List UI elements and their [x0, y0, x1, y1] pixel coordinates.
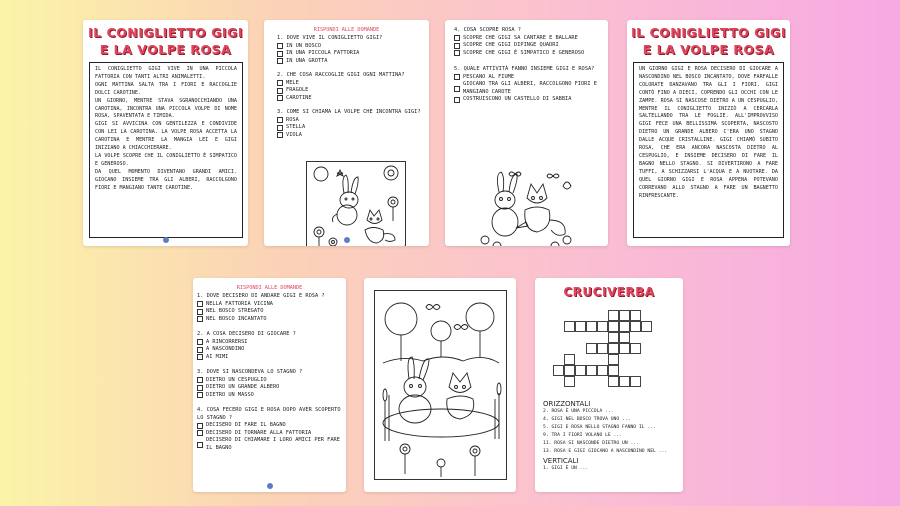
- crossword-cell[interactable]: [575, 321, 586, 332]
- checkbox-icon[interactable]: [197, 442, 203, 448]
- answer-label: IN UNA GROTTA: [286, 57, 328, 64]
- checkbox-icon[interactable]: [197, 309, 203, 315]
- checkbox-icon[interactable]: [197, 377, 203, 383]
- story-paragraph: DA QUEL MOMENTO DIVENTANO GRANDI AMICI. GIOCANO INSIEME TRA GLI ALBERI, RACCOLGONO FIORI E MANGIANO TANTE CAROTINE.: [95, 168, 237, 191]
- answer-option[interactable]: [197, 422, 344, 430]
- questions-list: [454, 27, 604, 104]
- answer-option[interactable]: [454, 81, 604, 96]
- story-title: IL CONIGLIETTO GIGI E LA VOLPE ROSA: [631, 25, 786, 57]
- question-text: 4. COSA FECERO GIGI E ROSA DOPO AVER SCOPERTO LO STAGNO ?: [197, 407, 341, 421]
- crossword-clue: 4. GIGI NEL BOSCO TROVA UNO ...: [543, 417, 631, 422]
- crossword-cell[interactable]: [608, 343, 619, 354]
- answer-option[interactable]: [277, 117, 425, 125]
- question: [197, 407, 344, 452]
- story-paragraph: LA VOLPE SCOPRE CHE IL CONIGLIETTO È SIMPATICO E GENEROSO.: [95, 152, 237, 167]
- checkbox-icon[interactable]: [197, 430, 203, 436]
- vertical-clues: [543, 465, 681, 473]
- crossword-cell[interactable]: [630, 310, 641, 321]
- footer-logo-icon: [267, 483, 273, 489]
- questions-heading: RISPONDI ALLE DOMANDE: [313, 27, 380, 33]
- bunny-fox-flowers-drawing: [307, 162, 405, 246]
- crossword-clue: 11. ROSA SI NASCONDE DIETRO UN ...: [543, 441, 639, 446]
- checkbox-icon[interactable]: [277, 117, 283, 123]
- checkbox-icon[interactable]: [277, 80, 283, 86]
- crossword-cell[interactable]: [619, 332, 630, 343]
- question: [197, 331, 344, 361]
- crossword-cell[interactable]: [564, 321, 575, 332]
- checkbox-icon[interactable]: [454, 86, 460, 92]
- answer-label: GIOCANO TRA GLI ALBERI, RACCOLGONO FIORI E MANGIANO CAROTE: [463, 81, 597, 95]
- answer-label: MELE: [286, 79, 299, 86]
- questions-page-1: [264, 20, 429, 246]
- checkbox-icon[interactable]: [277, 58, 283, 64]
- question-text: 1. DOVE DECISERO DI ANDARE GIGI E ROSA ?: [197, 293, 325, 299]
- answer-option[interactable]: [197, 384, 344, 392]
- checkbox-icon[interactable]: [454, 43, 460, 49]
- pond-coloring-illustration: [374, 290, 507, 480]
- crossword-cell[interactable]: [608, 376, 619, 387]
- answer-option[interactable]: [277, 50, 425, 58]
- answer-label: A NASCONDINO: [206, 346, 245, 352]
- answer-label: FRAGOLE: [286, 87, 309, 93]
- questions-heading: RISPONDI ALLE DOMANDE: [236, 285, 303, 291]
- answer-label: DECISERO DI CHIAMARE I LORO AMICI PER FARE IL BAGNO: [206, 437, 340, 451]
- checkbox-icon[interactable]: [197, 316, 203, 322]
- story-paragraph: GIGI SI AVVICINA CON GENTILEZZA E CONDIVIDE CON LEI LA CAROTINA. LA VOLPE ROSA ACCETTA LA CAROTINA E MENTRE LA MANGIA LEI E GIGI INIZIANO A CHIACCHIERARE.: [95, 121, 237, 152]
- answer-option[interactable]: [277, 43, 425, 51]
- crossword-clue: 13. ROSA E GIGI GIOCANO A NASCONDINO NEL ...: [543, 449, 668, 454]
- crossword-cell[interactable]: [608, 354, 619, 365]
- answer-option[interactable]: [454, 96, 604, 104]
- crossword-cell[interactable]: [564, 365, 575, 376]
- crossword-cell[interactable]: [553, 365, 564, 376]
- crossword-cell[interactable]: [619, 321, 630, 332]
- crossword-cell[interactable]: [608, 321, 619, 332]
- answer-option[interactable]: [454, 35, 604, 43]
- answer-label: VIOLA: [286, 131, 302, 138]
- answer-option[interactable]: [197, 392, 344, 400]
- bunny-fox-butterflies-illustration: [474, 161, 576, 246]
- bunny-fox-flowers-illustration: [306, 161, 406, 246]
- answer-label: SCOPRE CHE GIGI SA CANTARE E BALLARE: [463, 34, 578, 41]
- answer-label: IN UNA PICCOLA FATTORIA: [286, 50, 360, 56]
- answer-option[interactable]: [197, 437, 344, 452]
- checkbox-icon[interactable]: [277, 95, 283, 101]
- checkbox-icon[interactable]: [454, 97, 460, 103]
- crossword-clue: 5. GIGI E ROSA NELLO STAGNO FANNO IL ...: [543, 425, 656, 430]
- bunny-fox-drawing: [475, 162, 575, 246]
- checkbox-icon[interactable]: [277, 51, 283, 57]
- answer-label: DIETRO UN MASSO: [206, 391, 254, 398]
- checkbox-icon[interactable]: [277, 43, 283, 49]
- pond-scene-drawing: [375, 291, 506, 479]
- answer-label: DECISERO DI TORNARE ALLA FATTORIA: [206, 429, 312, 436]
- answer-option[interactable]: [277, 58, 425, 66]
- question-text: 1. DOVE VIVE IL CONIGLIETTO GIGI?: [277, 35, 383, 41]
- crossword-cell[interactable]: [597, 343, 608, 354]
- crossword-cell[interactable]: [619, 376, 630, 387]
- questions-list: [277, 35, 425, 139]
- story-page-1: [83, 20, 248, 246]
- crossword-cell[interactable]: [630, 343, 641, 354]
- answer-option[interactable]: [197, 339, 344, 347]
- answer-option[interactable]: [197, 354, 344, 362]
- answer-label: DIETRO UN CESPUGLIO: [206, 376, 267, 383]
- answer-label: STELLA: [286, 124, 306, 130]
- answer-label: CAROTINE: [286, 94, 312, 101]
- crossword-grid: [553, 310, 673, 395]
- answer-option[interactable]: [197, 316, 344, 324]
- answer-option[interactable]: [197, 377, 344, 385]
- horizontal-clues: [543, 408, 681, 456]
- crossword-cell[interactable]: [586, 321, 597, 332]
- checkbox-icon[interactable]: [197, 423, 203, 429]
- answer-option[interactable]: [197, 301, 344, 309]
- question: [454, 66, 604, 104]
- crossword-title: CRUCIVERBA: [563, 285, 655, 299]
- question: [197, 293, 344, 323]
- checkbox-icon[interactable]: [197, 301, 203, 307]
- footer-logo-icon: [163, 237, 169, 243]
- crossword-cell[interactable]: [564, 354, 575, 365]
- story-paragraph: UN GIORNO, MENTRE STAVA SGRANOCCHIANDO UNA CAROTINA, INCONTRA UNA PICCOLA VOLPE DI NOME ROSA, SPAVENTATA E TIMIDA.: [95, 97, 237, 120]
- questions-page-2: [445, 20, 608, 246]
- questions-list: [197, 293, 344, 452]
- question-text: 5. QUALE ATTIVITÀ FANNO INSIEME GIGI E ROSA?: [454, 66, 595, 72]
- crossword-cell[interactable]: [619, 343, 630, 354]
- answer-option[interactable]: [197, 308, 344, 316]
- checkbox-icon[interactable]: [197, 354, 203, 360]
- crossword-cell[interactable]: [608, 332, 619, 343]
- question: [277, 35, 425, 65]
- crossword-cell[interactable]: [630, 321, 641, 332]
- checkbox-icon[interactable]: [454, 35, 460, 41]
- story-paragraph: IL CONIGLIETTO GIGI VIVE IN UNA PICCOLA FATTORIA CON TANTI ALTRI ANIMALETTI.: [95, 66, 237, 80]
- crossword-cell[interactable]: [608, 365, 619, 376]
- crossword-page: [535, 278, 683, 492]
- crossword-cell[interactable]: [597, 321, 608, 332]
- answer-label: NELLA FATTORIA VICINA: [206, 300, 273, 307]
- checkbox-icon[interactable]: [197, 385, 203, 391]
- answer-label: NEL BOSCO STREGATO: [206, 308, 264, 314]
- answer-option[interactable]: [197, 346, 344, 354]
- answer-label: IN UN BOSCO: [286, 42, 322, 49]
- checkbox-icon[interactable]: [454, 50, 460, 56]
- crossword-clue: 1. GIGI È UN ...: [543, 466, 589, 471]
- checkbox-icon[interactable]: [454, 74, 460, 80]
- crossword-cell[interactable]: [597, 365, 608, 376]
- question: [197, 369, 344, 399]
- checkbox-icon[interactable]: [277, 132, 283, 138]
- answer-option[interactable]: [454, 50, 604, 58]
- checkbox-icon[interactable]: [197, 392, 203, 398]
- answer-option[interactable]: [277, 95, 425, 103]
- coloring-page: [364, 278, 516, 492]
- crossword-cell[interactable]: [619, 310, 630, 321]
- answer-label: COSTRUISCONO UN CASTELLO DI SABBIA: [463, 96, 572, 102]
- clues: [543, 400, 681, 473]
- checkbox-icon[interactable]: [277, 88, 283, 94]
- question: [454, 27, 604, 57]
- crossword-cell[interactable]: [586, 343, 597, 354]
- question-text: 2. CHE COSA RACCOGLIE GIGI OGNI MATTINA?: [277, 72, 405, 78]
- answer-label: ROSA: [286, 116, 299, 123]
- question-text: 3. COME SI CHIAMA LA VOLPE CHE INCONTRA GIGI?: [277, 109, 421, 115]
- answer-label: DECISERO DI FARE IL BAGNO: [206, 422, 286, 428]
- answer-label: PESCANO AL FIUME: [463, 73, 515, 80]
- checkbox-icon[interactable]: [197, 347, 203, 353]
- questions-page-3: [193, 278, 346, 492]
- question-text: 3. DOVE SI NASCONDEVA LO STAGNO ?: [197, 369, 303, 375]
- answer-option[interactable]: [277, 87, 425, 95]
- crossword-cell[interactable]: [564, 376, 575, 387]
- answer-label: SCOPRE CHE GIGI DIPINGE QUADRI: [463, 42, 559, 48]
- story-title: IL CONIGLIETTO GIGI E LA VOLPE ROSA: [88, 25, 243, 57]
- story-paragraph: OGNI MATTINA SALTA TRA I FIORI E RACCOGLIE DOLCI CAROTINE.: [95, 81, 237, 96]
- checkbox-icon[interactable]: [277, 125, 283, 131]
- answer-option[interactable]: [277, 132, 425, 140]
- story-text: UN GIORNO GIGI E ROSA DECISERO DI GIOCARE A NASCONDINO NEL BOSCO INCANTATO, DOVE FARFALLE COLORATE DANZAVANO TRA GLI I FIORI. GIGI CONTÒ FINO A DIECI, COPRENDO GLI OCCHI CON LE ZAMPE. ROSA SI NASCOSE DIETRO A UN CESPUGLIO, MENTRE IL CONIGLIETTO INIZIÒ A CERCARLA SALTELLANDO TRA LE FOGLIE. ALL'IMPROVVISO GIGI FECE UNA BELLISSIMA SCOPERTA, NASCOSTO DIETRO UN GRANDE ALBERO C'ERA UNO STAGNO DALLE ACQUE CRISTALLINE. GIGI CHIAMÒ SUBITO ROSA, CHE ERA ANCORA NASCOSTA DIETRO AL CESPUGLIO, E INSIEME DECISERO DI FARE IL BAGNO NELLO STAGNO. SI DIVERTIRONO A FARE TUFFI, A SCHIZZARSI L'ACQUA E A NUOTARE. DA QUEL GIORNO GIGI E ROSA APPENA POTEVANO CORREVANO ALLO STAGNO A FARE UN BAGNETTO RINFRESCANTE.: [633, 62, 784, 238]
- horizontal-heading: ORIZZONTALI: [543, 400, 591, 408]
- vertical-heading: VERTICALI: [543, 457, 579, 465]
- answer-option[interactable]: [454, 42, 604, 50]
- crossword-cell[interactable]: [641, 321, 652, 332]
- crossword-cell[interactable]: [608, 310, 619, 321]
- question: [277, 109, 425, 139]
- answer-label: A RINCORRERSI: [206, 338, 248, 345]
- answer-option[interactable]: [197, 430, 344, 438]
- answer-option[interactable]: [454, 74, 604, 82]
- answer-option[interactable]: [277, 80, 425, 88]
- checkbox-icon[interactable]: [197, 339, 203, 345]
- footer-logo-icon: [344, 237, 350, 243]
- crossword-clue: 2. ROSA È UNA PICCOLA ...: [543, 409, 614, 414]
- story-text: [89, 62, 243, 238]
- answer-label: AI MIMI: [206, 353, 229, 360]
- story-page-2: [627, 20, 790, 246]
- answer-label: NEL BOSCO INCANTATO: [206, 315, 267, 322]
- answer-option[interactable]: [277, 124, 425, 132]
- question-text: 2. A COSA DECISERO DI GIOCARE ?: [197, 331, 296, 337]
- crossword-cell[interactable]: [575, 365, 586, 376]
- answer-label: DIETRO UN GRANDE ALBERO: [206, 384, 280, 390]
- crossword-cell[interactable]: [586, 365, 597, 376]
- crossword-clue: 9. TRA I FIORI VOLANO LE ...: [543, 433, 623, 438]
- crossword-cell[interactable]: [630, 376, 641, 387]
- question-text: 4. COSA SCOPRE ROSA ?: [454, 27, 521, 33]
- question: [277, 72, 425, 102]
- answer-label: SCOPRE CHE GIGI È SIMPATICO E GENEROSO: [463, 49, 585, 56]
